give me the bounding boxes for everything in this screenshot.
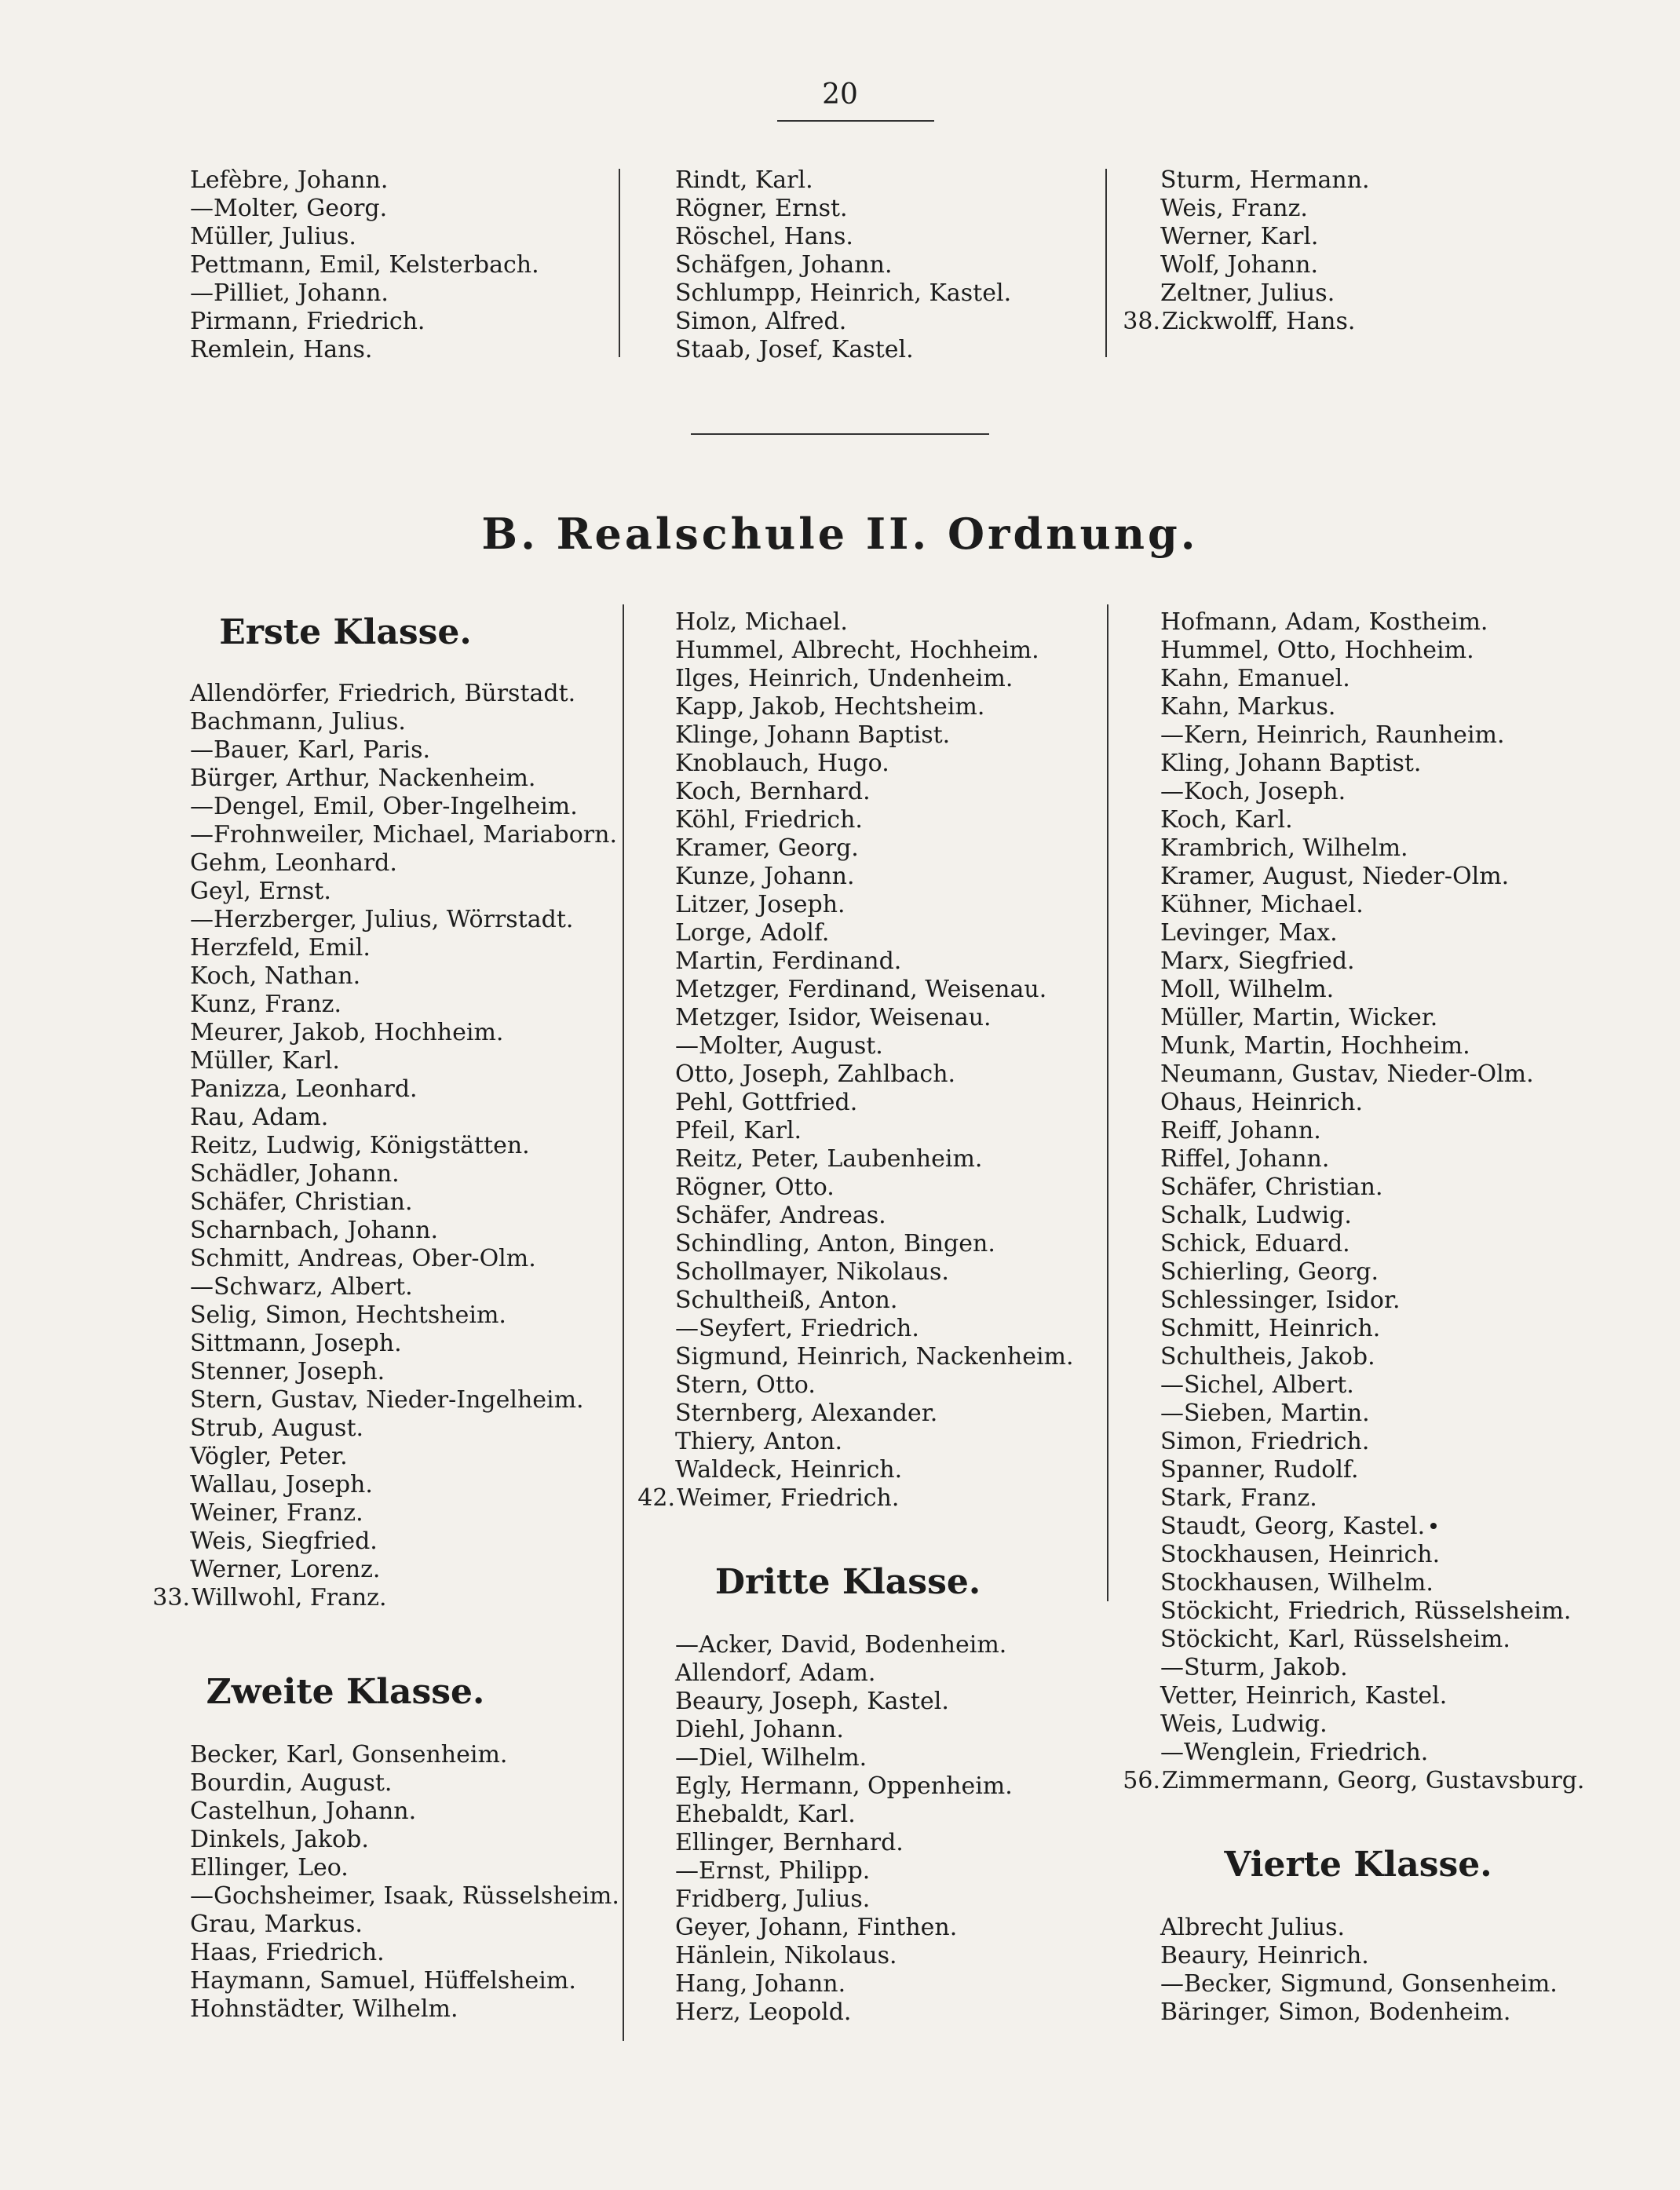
list-item: Wolf, Johann. — [1160, 251, 1319, 279]
list-item: Moll, Wilhelm. — [1160, 976, 1335, 1003]
list-item: Krambrich, Wilhelm. — [1160, 834, 1408, 862]
list-item: Stenner, Joseph. — [190, 1358, 385, 1385]
list-item: Haymann, Samuel, Hüffelsheim. — [190, 1967, 576, 1995]
list-item: Litzer, Joseph. — [675, 891, 845, 918]
list-item: Metzger, Isidor, Weisenau. — [675, 1004, 992, 1031]
list-item: Klinge, Johann Baptist. — [675, 721, 951, 749]
list-item: Albrecht Julius. — [1160, 1914, 1346, 1941]
list-item: Werner, Lorenz. — [190, 1556, 381, 1583]
class-heading-zweite: Zweite Klasse. — [206, 1672, 485, 1712]
list-item: —Diel, Wilhelm. — [675, 1744, 867, 1772]
list-item: Kapp, Jakob, Hechtsheim. — [675, 693, 985, 721]
list-item: Kahn, Emanuel. — [1160, 665, 1350, 692]
list-item: Sittmann, Joseph. — [190, 1330, 402, 1357]
list-item: Knoblauch, Hugo. — [675, 750, 889, 777]
list-item: Schmitt, Heinrich. — [1160, 1315, 1381, 1342]
list-item: Becker, Karl, Gonsenheim. — [190, 1741, 508, 1768]
list-item: Scharnbach, Johann. — [190, 1217, 438, 1244]
list-item: —Wenglein, Friedrich. — [1160, 1739, 1429, 1766]
list-item: —Molter, August. — [675, 1032, 883, 1060]
list-item: Stockhausen, Wilhelm. — [1160, 1569, 1433, 1597]
list-item: Rögner, Ernst. — [675, 195, 848, 222]
list-item: —Becker, Sigmund, Gonsenheim. — [1160, 1970, 1558, 1998]
list-item: —Koch, Joseph. — [1160, 778, 1346, 805]
list-item: Koch, Karl. — [1160, 806, 1293, 834]
list-item: Pettmann, Emil, Kelsterbach. — [190, 251, 539, 279]
list-item: Thiery, Anton. — [675, 1428, 843, 1455]
list-item: Hofmann, Adam, Kostheim. — [1160, 608, 1488, 636]
list-item: Metzger, Ferdinand, Weisenau. — [675, 976, 1047, 1003]
list-item: Simon, Alfred. — [675, 308, 847, 335]
section-rule — [691, 433, 989, 435]
list-item: Herzfeld, Emil. — [190, 934, 371, 962]
list-item: Lefèbre, Johann. — [190, 166, 389, 194]
list-item: Stern, Otto. — [675, 1371, 816, 1399]
list-item: Geyer, Johann, Finthen. — [675, 1914, 958, 1941]
list-item: Köhl, Friedrich. — [675, 806, 863, 834]
list-item: —Sturm, Jakob. — [1160, 1654, 1348, 1681]
dritte-klasse-list-a — [675, 1631, 1013, 2027]
list-item: Levinger, Max. — [1160, 919, 1338, 947]
list-item: Schäfer, Christian. — [190, 1188, 413, 1216]
list-item: Schultheis, Jakob. — [1160, 1343, 1375, 1371]
list-item: Kühner, Michael. — [1160, 891, 1364, 918]
list-item: Weis, Franz. — [1160, 195, 1308, 222]
list-item: Diehl, Johann. — [675, 1716, 844, 1743]
top-column-3 — [1123, 166, 1370, 336]
list-item: Grau, Markus. — [190, 1911, 363, 1938]
list-item: Fridberg, Julius. — [675, 1885, 871, 1913]
list-item: Kahn, Markus. — [1160, 693, 1336, 721]
list-item: —Herzberger, Julius, Wörrstadt. — [190, 906, 574, 933]
list-item: Schädler, Johann. — [190, 1160, 400, 1188]
list-item: Hummel, Otto, Hochheim. — [1160, 637, 1474, 664]
list-item: Remlein, Hans. — [190, 336, 373, 363]
list-item: Rögner, Otto. — [675, 1173, 835, 1201]
list-item: Vögler, Peter. — [190, 1443, 348, 1470]
list-item: Kunze, Johann. — [675, 863, 855, 890]
list-item: Spanner, Rudolf. — [1160, 1456, 1359, 1484]
list-item: Marx, Siegfried. — [1160, 947, 1355, 975]
list-item: Stöckicht, Friedrich, Rüsselsheim. — [1160, 1597, 1572, 1625]
list-item: Müller, Martin, Wicker. — [1160, 1004, 1438, 1031]
page-number-rule — [777, 120, 934, 122]
list-item: Hummel, Albrecht, Hochheim. — [675, 637, 1039, 664]
list-item: Koch, Bernhard. — [675, 778, 871, 805]
list-item: Stern, Gustav, Nieder-Ingelheim. — [190, 1386, 584, 1414]
page-number: 20 — [822, 78, 858, 111]
list-item: Hänlein, Nikolaus. — [675, 1942, 897, 1969]
list-item: Müller, Julius. — [190, 223, 356, 250]
list-item: Waldeck, Heinrich. — [675, 1456, 903, 1484]
list-item: Stockhausen, Heinrich. — [1160, 1541, 1441, 1568]
list-item: —Sieben, Martin. — [1160, 1400, 1370, 1427]
list-item: —Dengel, Emil, Ober-Ingelheim. — [190, 793, 578, 820]
list-item: 33.Willwohl, Franz. — [152, 1584, 387, 1611]
list-item: Pirmann, Friedrich. — [190, 308, 425, 335]
list-item: Schlessinger, Isidor. — [1160, 1287, 1401, 1314]
list-item: Staab, Josef, Kastel. — [675, 336, 914, 363]
list-item: Haas, Friedrich. — [190, 1939, 385, 1966]
list-item: Pfeil, Karl. — [675, 1117, 802, 1144]
list-item: Geyl, Ernst. — [190, 878, 331, 905]
list-item: Allendörfer, Friedrich, Bürstadt. — [190, 680, 576, 707]
list-item: Bäringer, Simon, Bodenheim. — [1160, 1998, 1511, 2026]
list-item: Schäfer, Christian. — [1160, 1173, 1383, 1201]
list-item: Koch, Nathan. — [190, 962, 361, 990]
list-item: Schierling, Georg. — [1160, 1258, 1379, 1286]
list-item: Dinkels, Jakob. — [190, 1826, 369, 1853]
section-heading: B. Realschule II. Ordnung. — [481, 509, 1199, 559]
list-item: Rau, Adam. — [190, 1104, 329, 1131]
list-item: Otto, Joseph, Zahlbach. — [675, 1060, 956, 1088]
list-item: Sturm, Hermann. — [1160, 166, 1370, 194]
list-item: —Ernst, Philipp. — [675, 1857, 871, 1885]
list-item: —Bauer, Karl, Paris. — [190, 736, 431, 764]
list-item: Schmitt, Andreas, Ober-Olm. — [190, 1245, 536, 1272]
vierte-klasse-list — [1160, 1914, 1558, 2027]
list-item: Holz, Michael. — [675, 608, 848, 636]
class-heading-erste: Erste Klasse. — [219, 612, 472, 652]
list-item: Strub, August. — [190, 1414, 364, 1442]
list-item: Selig, Simon, Hechtsheim. — [190, 1301, 506, 1329]
list-item: Schick, Eduard. — [1160, 1230, 1350, 1257]
dritte-klasse-list-b — [1123, 608, 1585, 1795]
list-item: Schäfgen, Johann. — [675, 251, 893, 279]
list-item: Neumann, Gustav, Nieder-Olm. — [1160, 1060, 1534, 1088]
list-item: Ellinger, Leo. — [190, 1854, 349, 1882]
list-item: —Pilliet, Johann. — [190, 279, 389, 307]
list-item: Schlumpp, Heinrich, Kastel. — [675, 279, 1012, 307]
list-item: Weis, Siegfried. — [190, 1528, 378, 1555]
ink-dot — [1430, 1523, 1437, 1529]
list-item: Egly, Hermann, Oppenheim. — [675, 1772, 1013, 1800]
list-item: Röschel, Hans. — [675, 223, 853, 250]
list-item: Reitz, Peter, Laubenheim. — [675, 1145, 983, 1173]
list-item: —Acker, David, Bodenheim. — [675, 1631, 1007, 1659]
list-item: Reiff, Johann. — [1160, 1117, 1321, 1144]
list-item: Schindling, Anton, Bingen. — [675, 1230, 995, 1257]
zweite-klasse-list-b — [637, 608, 1074, 1513]
list-item: Zeltner, Julius. — [1160, 279, 1335, 307]
list-item: —Gochsheimer, Isaak, Rüsselsheim. — [190, 1882, 619, 1910]
list-item: Staudt, Georg, Kastel. — [1160, 1513, 1426, 1540]
list-item: Kunz, Franz. — [190, 991, 341, 1018]
list-item: Allendorf, Adam. — [675, 1659, 876, 1687]
list-item: Wallau, Joseph. — [190, 1471, 373, 1498]
list-item: Kling, Johann Baptist. — [1160, 750, 1422, 777]
list-item: Sigmund, Heinrich, Nackenheim. — [675, 1343, 1074, 1371]
class-heading-vierte: Vierte Klasse. — [1224, 1845, 1492, 1885]
list-item: —Kern, Heinrich, Raunheim. — [1160, 721, 1505, 749]
list-item: Stöckicht, Karl, Rüsselsheim. — [1160, 1626, 1510, 1653]
list-item: Riffel, Johann. — [1160, 1145, 1330, 1173]
column-divider-right — [1107, 604, 1108, 1601]
list-item: —Molter, Georg. — [190, 195, 388, 222]
list-item: 38.Zickwolff, Hans. — [1123, 308, 1356, 335]
list-item: Schäfer, Andreas. — [675, 1202, 886, 1229]
list-item: 56.Zimmermann, Georg, Gustavsburg. — [1123, 1767, 1585, 1794]
list-item: Pehl, Gottfried. — [675, 1089, 858, 1116]
list-item: Ohaus, Heinrich. — [1160, 1089, 1364, 1116]
list-item: Gehm, Leonhard. — [190, 849, 397, 877]
list-item: Castelhun, Johann. — [190, 1798, 417, 1825]
list-item: Bürger, Arthur, Nackenheim. — [190, 765, 536, 792]
list-item: —Seyfert, Friedrich. — [675, 1315, 919, 1342]
list-item: —Sichel, Albert. — [1160, 1371, 1354, 1399]
list-item: Weiner, Franz. — [190, 1499, 363, 1527]
list-item: 42.Weimer, Friedrich. — [637, 1484, 900, 1512]
list-item: Panizza, Leonhard. — [190, 1075, 418, 1103]
list-item: Munk, Martin, Hochheim. — [1160, 1032, 1470, 1060]
list-item: Meurer, Jakob, Hochheim. — [190, 1019, 504, 1046]
list-item: Werner, Karl. — [1160, 223, 1319, 250]
list-item: Bachmann, Julius. — [190, 708, 406, 735]
list-item: Bourdin, August. — [190, 1769, 393, 1797]
list-item: Sternberg, Alexander. — [675, 1400, 938, 1427]
list-item: Martin, Ferdinand. — [675, 947, 902, 975]
list-item: Hohnstädter, Wilhelm. — [190, 1995, 458, 2023]
list-item: Beaury, Joseph, Kastel. — [675, 1688, 949, 1715]
list-item: Beaury, Heinrich. — [1160, 1942, 1369, 1969]
list-item: Kramer, Georg. — [675, 834, 859, 862]
column-divider-top-right — [1105, 169, 1107, 357]
list-item: Weis, Ludwig. — [1160, 1710, 1328, 1738]
list-item: —Frohnweiler, Michael, Mariaborn. — [190, 821, 617, 849]
list-item: Hang, Johann. — [675, 1970, 846, 1998]
list-item: Schultheiß, Anton. — [675, 1287, 898, 1314]
list-item: Vetter, Heinrich, Kastel. — [1160, 1682, 1448, 1710]
list-item: Müller, Karl. — [190, 1047, 340, 1075]
list-item: Schalk, Ludwig. — [1160, 1202, 1352, 1229]
top-column-2 — [675, 166, 1011, 364]
list-item: Reitz, Ludwig, Königstätten. — [190, 1132, 530, 1159]
list-item: Lorge, Adolf. — [675, 919, 830, 947]
list-item: Stark, Franz. — [1160, 1484, 1317, 1512]
list-item: Schollmayer, Nikolaus. — [675, 1258, 949, 1286]
erste-klasse-list — [152, 680, 617, 1612]
top-column-1 — [190, 166, 539, 364]
list-item: Ellinger, Bernhard. — [675, 1829, 904, 1856]
list-item: Simon, Friedrich. — [1160, 1428, 1370, 1455]
column-divider-top-left — [619, 169, 620, 357]
list-item: Ilges, Heinrich, Undenheim. — [675, 665, 1013, 692]
list-item: Kramer, August, Nieder-Olm. — [1160, 863, 1510, 890]
class-heading-dritte: Dritte Klasse. — [714, 1562, 981, 1602]
list-item: Herz, Leopold. — [675, 1998, 852, 2026]
list-item: Ehebaldt, Karl. — [675, 1801, 856, 1828]
list-item: Rindt, Karl. — [675, 166, 813, 194]
list-item: —Schwarz, Albert. — [190, 1273, 413, 1301]
column-divider-left — [623, 604, 624, 2041]
zweite-klasse-list-a — [190, 1741, 619, 2024]
